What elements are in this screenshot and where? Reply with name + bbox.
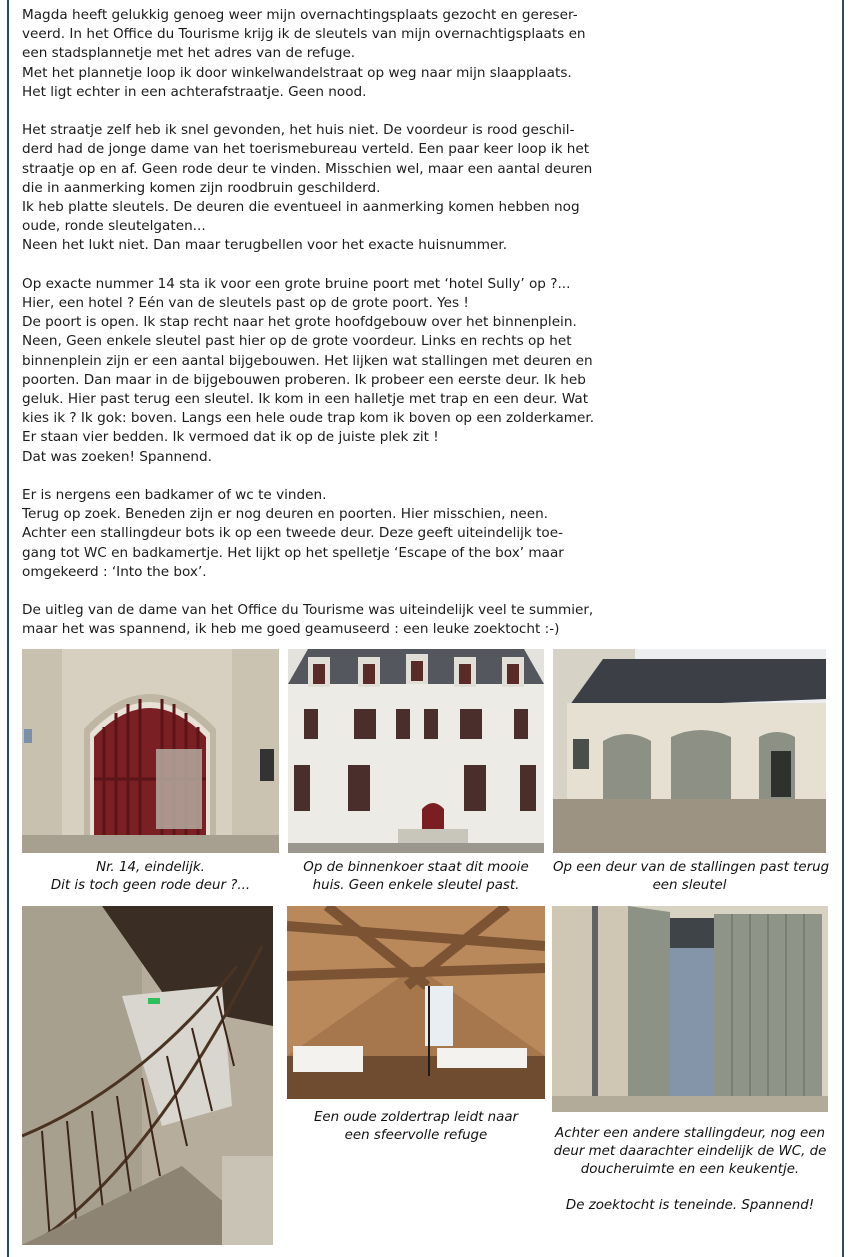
red-gate-illustration — [22, 649, 279, 853]
photo-attic-room — [287, 906, 545, 1099]
right-border — [842, 0, 844, 1257]
caption-stables: Op een deur van de stallingen past terug een sleutel — [553, 860, 830, 893]
photo-staircase — [22, 906, 273, 1245]
paragraph-5: De uitleg van de dame van het Office du Tourisme was uiteindelijk veel te summier, maar het was spannend, ik heb me goed geamuseerd : een leuke zoektocht :-) — [22, 602, 594, 638]
house-illustration — [288, 649, 544, 853]
caption-main-house: Op de binnenkoer staat dit mooie huis. Geen enkele sleutel past. — [303, 860, 529, 893]
caption-red-gate: Nr. 14, eindelijk. Dit is toch geen rode deur ?... — [50, 860, 251, 893]
attic-illustration — [287, 906, 545, 1099]
paragraph-3: Op exacte nummer 14 sta ik voor een grote bruine poort met ‘hotel Sully’ op ?... Hier, een hotel ? Eén van de sleutels past op de grote poort. Yes ! De poort is open. Ik stap recht naar het grote hoofdgebouw over het binnenplein. Neen, Geen enkele sleutel past hier op de grote voordeur. Links en rechts op het binnenplein zijn er een aantal bijgebouwen. Het lijken wat stallingen met deuren en poorten. Dan maar in de bijgebouwen proberen. Ik probeer een eerste deur. Ik heb geluk. Hier past terug een sleutel. Ik kom in een halletje met trap en een deur. Wat kies ik ? Ik gok: boven. Langs een hele oude trap kom ik boven op een zolderkamer. Er staan vier bedden. Ik vermoed dat ik op de juiste plek zit ! Dat was zoeken! Spannend. — [22, 275, 595, 465]
paragraph-4: Er is nergens een badkamer of wc te vinden. Terug op zoek. Beneden zijn er nog deuren en poorten. Hier misschien, neen. Achter een stallingdeur bots ik op een tweede deur. Deze geeft uiteindelijk toe- gang tot WC en badkamertje. Het lijkt op het spelletje ‘Escape of the box’ maar omgekeerd : ‘Into the box’. — [22, 487, 564, 580]
caption-gap — [552, 1179, 828, 1197]
paragraph-1: Magda heeft gelukkig genoeg weer mijn overnachtingsplaats gezocht en gereser- veerd. In het Office du Tourisme krijg ik de sleutels van mijn overnachtigsplaats en een stadsplannetje met het adres van de refuge. Met het plannetje loop ik door winkelwandelstraat op weg naar mijn slaapplaats. Het ligt echter in een achterafstraatje. Geen nood. — [22, 7, 586, 100]
stables-illustration — [553, 649, 826, 853]
left-border — [7, 0, 9, 1257]
wc-door-illustration — [552, 906, 828, 1112]
photo-main-house — [288, 649, 544, 853]
photo-red-gate — [22, 649, 279, 853]
caption-attic-room: Een oude zoldertrap leidt naar een sfeervolle refuge — [313, 1110, 519, 1143]
caption-wc-door: Achter een andere stallingdeur, nog een deur met daarachter eindelijk de WC, de doucheruimte en een keukentje. De zoektocht is teneinde. Spannend! — [553, 1126, 827, 1213]
staircase-illustration — [22, 906, 273, 1245]
story-text — [22, 6, 595, 659]
photo-stables — [553, 649, 826, 853]
photo-wc-door — [552, 906, 828, 1112]
paragraph-2: Het straatje zelf heb ik snel gevonden, het huis niet. De voordeur is rood geschil- derd had de jonge dame van het toerismebureau verteld. Een paar keer loop ik het straatje op en af. Geen rode deur te vinden. Misschien wel, maar een aantal deuren die in aanmerking komen zijn roodbruin geschilderd. Ik heb platte sleutels. De deuren die eventueel in aanmerking komen hebben nog oude, ronde sleutelgaten... Neen het lukt niet. Dan maar terugbellen voor het exacte huisnummer. — [22, 122, 593, 254]
